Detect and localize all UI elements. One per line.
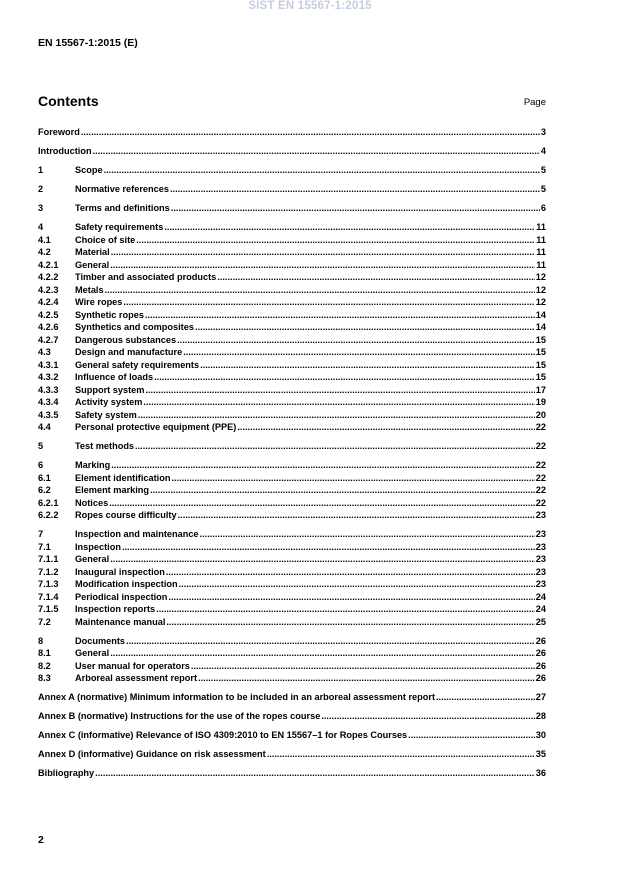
toc-entry-number: 6 <box>38 460 44 470</box>
toc-entry-title: Test methods <box>75 441 135 451</box>
toc-entry-number: 4.2.5 <box>38 309 59 320</box>
toc-entry-page: 30 <box>535 730 546 740</box>
toc-entry-number: 4.3.4 <box>38 397 59 407</box>
toc-dot-leader <box>138 409 535 422</box>
toc-entry-page: 4 <box>540 146 546 156</box>
toc-entry-page: 15 <box>535 359 546 370</box>
toc-entry-page: 23 <box>535 529 546 539</box>
toc-entry[interactable] <box>38 164 546 177</box>
toc-entry-number: 4.3.3 <box>38 384 59 395</box>
toc-entry-page: 12 <box>535 284 546 295</box>
toc-dot-leader <box>200 528 535 541</box>
toc-dot-leader <box>179 578 535 591</box>
toc-entry-title: Terms and definitions <box>75 203 170 213</box>
toc-entry-page: 28 <box>535 711 546 721</box>
toc-entry-number: 8.1 <box>38 648 51 658</box>
toc-entry-title: Arboreal assessment report <box>75 673 198 683</box>
toc-entry-page: 26 <box>535 648 546 658</box>
toc-dot-leader <box>110 259 535 272</box>
toc-entry[interactable] <box>38 591 546 604</box>
toc-entry-title: Scope <box>75 165 103 175</box>
toc-entry-title: Inspection and maintenance <box>75 529 199 539</box>
toc-entry-page: 11 <box>536 234 546 245</box>
toc-entry-title: Timber and associated products <box>75 272 217 282</box>
toc-entry[interactable] <box>38 509 546 522</box>
toc-entry-title: Element marking <box>75 485 150 495</box>
toc-entry[interactable] <box>38 409 546 422</box>
toc-entry[interactable] <box>38 396 546 409</box>
toc-dot-leader <box>170 183 540 196</box>
toc-entry-page: 12 <box>535 272 546 282</box>
toc-entry-number: 4 <box>38 222 44 232</box>
toc-dot-leader <box>111 246 536 259</box>
toc-dot-leader <box>195 321 535 334</box>
toc-entry-number: 4.2.3 <box>38 284 59 295</box>
toc-entry-page: 14 <box>535 322 546 332</box>
toc-dot-leader <box>136 234 535 247</box>
toc-entry-number: 4.3 <box>38 347 51 357</box>
toc-entry-title: General <box>75 648 110 658</box>
toc-entry-title: Bibliography <box>38 768 95 778</box>
toc-entry-page: 5 <box>540 184 546 194</box>
toc-entry-page: 23 <box>535 510 546 520</box>
toc-entry-page: 22 <box>535 441 546 451</box>
toc-entry[interactable] <box>38 271 546 284</box>
page-title: Contents <box>38 93 99 109</box>
toc-entry[interactable] <box>38 566 546 579</box>
toc-dot-leader <box>168 591 534 604</box>
toc-entry-number: 4.2 <box>38 247 51 257</box>
toc-dot-leader <box>183 346 535 359</box>
toc-dot-leader <box>126 635 535 648</box>
toc-entry[interactable] <box>38 384 546 397</box>
toc-entry-title: Inspection reports <box>75 604 156 614</box>
toc-dot-leader <box>217 271 535 284</box>
toc-entry[interactable] <box>38 484 546 497</box>
toc-entry[interactable] <box>38 259 546 272</box>
toc-entry-number: 4.3.5 <box>38 409 59 420</box>
toc-dot-leader <box>143 396 534 409</box>
toc-entry-page: 23 <box>535 554 546 564</box>
toc-entry-page: 22 <box>535 485 546 495</box>
toc-entry[interactable] <box>38 729 546 742</box>
toc-entry-page: 6 <box>540 203 546 213</box>
toc-entry-page: 22 <box>535 422 546 432</box>
toc-entry-number: 7.2 <box>38 616 51 627</box>
toc-dot-leader <box>200 359 535 372</box>
toc-entry-page: 15 <box>535 347 546 357</box>
toc-dot-leader <box>171 472 534 485</box>
toc-dot-leader <box>156 603 535 616</box>
toc-dot-leader <box>135 440 535 453</box>
toc-entry[interactable] <box>38 635 546 648</box>
toc-entry[interactable] <box>38 578 546 591</box>
toc-entry-page: 26 <box>535 635 546 646</box>
toc-entry[interactable] <box>38 672 546 685</box>
toc-entry-number: 3 <box>38 203 44 213</box>
toc-dot-leader <box>408 729 535 742</box>
toc-entry[interactable] <box>38 371 546 384</box>
toc-entry[interactable] <box>38 710 546 723</box>
toc-entry-title: Material <box>75 247 110 257</box>
page-column-label: Page <box>523 97 546 108</box>
toc-entry[interactable] <box>38 145 546 158</box>
toc-entry[interactable] <box>38 603 546 616</box>
toc-entry-page: 24 <box>535 604 546 614</box>
toc-entry[interactable] <box>38 616 546 629</box>
toc-entry-page: 23 <box>535 541 546 552</box>
toc-entry-title: Activity system <box>75 397 143 407</box>
toc-entry-page: 17 <box>535 384 546 395</box>
toc-entry-number: 6.2.2 <box>38 510 59 520</box>
toc-dot-leader <box>145 309 535 322</box>
toc-entry-title: Influence of loads <box>75 372 154 382</box>
watermark: SIST EN 15567-1:2015 <box>248 0 372 12</box>
toc-entry-page: 35 <box>535 749 546 759</box>
toc-entry-number: 6.1 <box>38 472 51 483</box>
toc-entry[interactable] <box>38 309 546 322</box>
toc-dot-leader <box>109 497 535 510</box>
toc-entry-number: 2 <box>38 184 44 194</box>
toc-entry-page: 20 <box>535 409 546 420</box>
toc-entry-number: 4.1 <box>38 234 51 245</box>
toc-entry-page: 3 <box>540 127 546 137</box>
toc-entry[interactable] <box>38 202 546 215</box>
toc-entry-page: 11 <box>536 259 546 270</box>
toc-entry-title: Metals <box>75 284 104 295</box>
toc-entry[interactable] <box>38 660 546 673</box>
toc-entry-title: Annex A (normative) Minimum information to be included in an arboreal assessment report <box>38 692 435 702</box>
toc-entry-title: General <box>75 259 110 270</box>
toc-entry-number: 1 <box>38 165 44 175</box>
toc-dot-leader <box>110 647 535 660</box>
toc-entry-title: Synthetic ropes <box>75 309 144 320</box>
toc-entry-title: General safety requirements <box>75 359 200 370</box>
toc-entry-page: 22 <box>535 497 546 508</box>
toc-entry-number: 4.2.4 <box>38 297 59 307</box>
toc-entry-title: Personal protective equipment (PPE) <box>75 422 237 432</box>
toc-entry-page: 19 <box>535 397 546 407</box>
toc-entry[interactable] <box>38 183 546 196</box>
toc-entry-number: 4.2.6 <box>38 322 59 332</box>
toc-dot-leader <box>93 145 540 158</box>
toc-entry[interactable] <box>38 748 546 761</box>
footer-page-number: 2 <box>38 834 44 846</box>
toc-dot-leader <box>123 296 534 309</box>
toc-dot-leader <box>154 371 535 384</box>
toc-entry-page: 26 <box>535 673 546 683</box>
toc-entry[interactable] <box>38 459 546 472</box>
toc-entry-page: 36 <box>535 768 546 778</box>
toc-entry-title: Ropes course difficulty <box>75 510 177 520</box>
toc-entry-title: Inspection <box>75 541 121 552</box>
toc-entry-title: Documents <box>75 635 126 646</box>
toc-entry[interactable] <box>38 421 546 434</box>
toc-entry[interactable] <box>38 246 546 259</box>
toc-entry[interactable] <box>38 497 546 510</box>
toc-entry-title: Notices <box>75 497 109 508</box>
toc-entry-page: 14 <box>535 309 546 320</box>
toc-entry-title: Design and manufacture <box>75 347 183 357</box>
toc-entry-title: Maintenance manual <box>75 616 166 627</box>
toc-entry-title: Safety system <box>75 409 137 420</box>
toc-entry-number: 5 <box>38 441 44 451</box>
toc-entry-number: 4.2.7 <box>38 334 59 345</box>
toc-entry-page: 27 <box>535 692 546 702</box>
toc-dot-leader <box>164 221 535 234</box>
toc-entry[interactable] <box>38 284 546 297</box>
toc-entry-page: 22 <box>535 460 546 470</box>
toc-dot-leader <box>104 164 540 177</box>
toc-entry[interactable] <box>38 691 546 704</box>
toc-entry-title: Annex D (informative) Guidance on risk assessment <box>38 749 266 759</box>
toc-dot-leader <box>177 334 535 347</box>
toc-entry-number: 7.1.1 <box>38 554 59 564</box>
toc-entry-number: 6.2 <box>38 485 51 495</box>
toc-dot-leader <box>122 541 535 554</box>
toc-entry-number: 6.2.1 <box>38 497 59 508</box>
toc-dot-leader <box>178 509 535 522</box>
toc-dot-leader <box>436 691 535 704</box>
toc-entry-page: 15 <box>535 372 546 382</box>
toc-entry-title: User manual for operators <box>75 660 190 671</box>
toc-entry-page: 5 <box>540 165 546 175</box>
toc-dot-leader <box>95 767 535 780</box>
toc-entry-number: 4.2.1 <box>38 259 59 270</box>
toc-entry-page: 23 <box>535 579 546 589</box>
toc-entry-title: Choice of site <box>75 234 136 245</box>
toc-dot-leader <box>145 384 534 397</box>
toc-entry-title: Safety requirements <box>75 222 164 232</box>
toc-entry[interactable] <box>38 440 546 453</box>
toc-dot-leader <box>237 421 534 434</box>
toc-entry[interactable] <box>38 553 546 566</box>
toc-entry-number: 4.3.1 <box>38 359 59 370</box>
toc-dot-leader <box>166 616 534 629</box>
toc-entry[interactable] <box>38 221 546 234</box>
toc-entry-title: Annex C (informative) Relevance of ISO 4309:2010 to EN 15567–1 for Ropes Courses <box>38 730 408 740</box>
toc-entry-page: 23 <box>535 566 546 577</box>
toc-entry-title: Synthetics and composites <box>75 322 194 332</box>
toc-entry-title: Introduction <box>38 146 92 156</box>
toc-dot-leader <box>150 484 535 497</box>
toc-entry-number: 7.1.2 <box>38 566 59 577</box>
toc-entry[interactable] <box>38 334 546 347</box>
toc-entry-page: 26 <box>535 660 546 671</box>
toc-entry-page: 22 <box>535 472 546 483</box>
toc-dot-leader <box>321 710 534 723</box>
toc-entry-title: Modification inspection <box>75 579 178 589</box>
toc-entry[interactable] <box>38 321 546 334</box>
toc-entry[interactable] <box>38 528 546 541</box>
toc-dot-leader <box>166 566 535 579</box>
toc-dot-leader <box>110 553 535 566</box>
toc-entry-page: 15 <box>535 334 546 345</box>
toc-entry-title: Normative references <box>75 184 169 194</box>
toc-dot-leader <box>81 126 540 139</box>
toc-entry-number: 7 <box>38 529 44 539</box>
toc-entry-title: Foreword <box>38 127 80 137</box>
toc-entry-number: 4.3.2 <box>38 372 59 382</box>
toc-entry[interactable] <box>38 647 546 660</box>
toc-entry[interactable] <box>38 296 546 309</box>
toc-entry-title: Support system <box>75 384 145 395</box>
toc-entry-page: 11 <box>536 247 546 257</box>
toc-dot-leader <box>198 672 535 685</box>
toc-entry[interactable] <box>38 234 546 247</box>
toc-entry-title: Element identification <box>75 472 171 483</box>
toc-dot-leader <box>191 660 535 673</box>
toc-entry-title: Inaugural inspection <box>75 566 165 577</box>
toc-entry-title: Marking <box>75 460 111 470</box>
document-id: EN 15567-1:2015 (E) <box>38 37 138 49</box>
toc-entry[interactable] <box>38 346 546 359</box>
toc-entry-number: 7.1 <box>38 541 51 552</box>
toc-entry-page: 12 <box>535 297 546 307</box>
toc-dot-leader <box>171 202 540 215</box>
toc-entry-title: Periodical inspection <box>75 591 168 602</box>
toc-entry-title: Wire ropes <box>75 297 123 307</box>
toc-entry-number: 8.3 <box>38 673 51 683</box>
toc-dot-leader <box>267 748 535 761</box>
toc-dot-leader <box>111 459 535 472</box>
toc-dot-leader <box>105 284 535 297</box>
toc-entry-number: 4.2.2 <box>38 272 59 282</box>
toc-entry[interactable] <box>38 359 546 372</box>
toc-entry[interactable] <box>38 126 546 139</box>
toc-entry-title: Dangerous substances <box>75 334 177 345</box>
toc-entry-number: 7.1.5 <box>38 604 59 614</box>
toc-entry-number: 7.1.3 <box>38 579 59 589</box>
table-of-contents <box>38 126 546 780</box>
toc-entry-number: 4.4 <box>38 422 51 432</box>
toc-entry-number: 8.2 <box>38 660 51 671</box>
toc-entry-page: 11 <box>536 222 546 232</box>
toc-entry[interactable] <box>38 472 546 485</box>
toc-entry-number: 7.1.4 <box>38 591 59 602</box>
toc-entry-title: General <box>75 554 110 564</box>
toc-entry-page: 24 <box>535 591 546 602</box>
toc-entry[interactable] <box>38 541 546 554</box>
toc-entry-title: Annex B (normative) Instructions for the use of the ropes course <box>38 711 321 721</box>
toc-entry-page: 25 <box>535 616 546 627</box>
toc-entry[interactable] <box>38 767 546 780</box>
toc-entry-number: 8 <box>38 635 44 646</box>
